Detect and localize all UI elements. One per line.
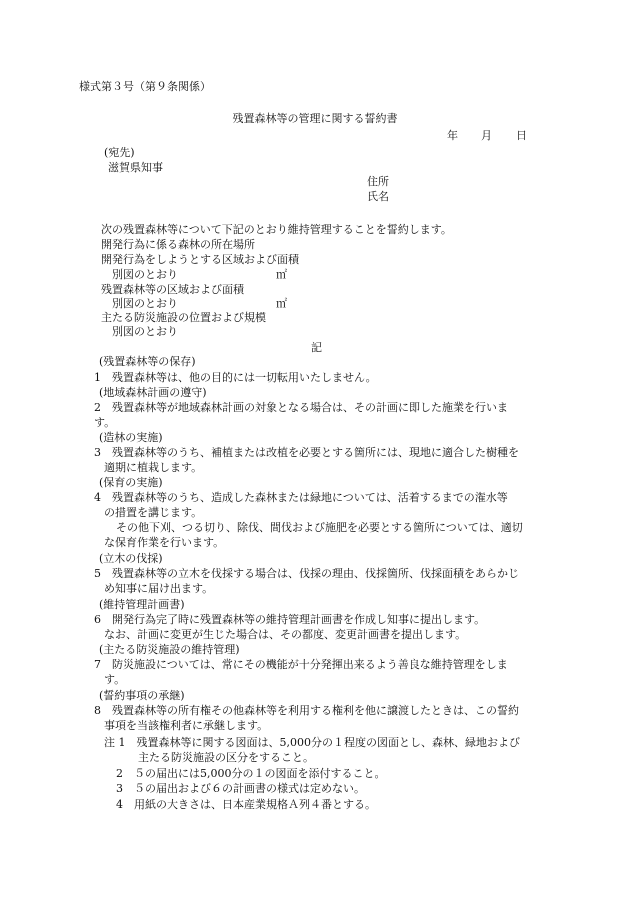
date-day: 日 [516,129,527,142]
note-4: 4 用紙の大きさは、日本産業規格Ａ列４番とする。 [116,798,376,811]
residual-area-value: 別図のとおり [112,297,178,310]
signer-address-label: 住所 [367,175,389,188]
section-4-heading: (保育の実施) [99,476,163,489]
facility-value: 別図のとおり [112,325,178,338]
section-4-text: 4 残置森林等のうち、造成した森林または緑地については、活着するまでの潅水等 [94,491,508,504]
date-year: 年 [447,129,458,142]
section-8-heading: (誓約事項の承継) [99,689,185,702]
note-3: 3 ５の届出および６の計画書の様式は定めない。 [116,782,365,795]
signer-name-label: 氏名 [367,190,389,203]
addressee-label: (宛先) [104,146,135,159]
section-6-text: 6 開発行為完了時に残置森林等の維持管理計画書を作成し知事に提出します。 [94,613,486,626]
location-label: 開発行為に係る森林の所在場所 [101,238,255,251]
facility-label: 主たる防災施設の位置および規模 [101,311,266,324]
addressee-name: 滋賀県知事 [108,161,163,174]
date-month: 月 [481,129,492,142]
section-3-heading: (造林の実施) [99,431,163,444]
note-2: 2 ５の届出には5,000分の１の図面を添付すること。 [116,767,386,780]
section-6-heading: (維持管理計画書) [99,598,185,611]
residual-area-unit: ㎡ [276,297,287,310]
section-5-text-cont: め知事に届け出ます。 [104,582,214,595]
dev-area-unit: ㎡ [276,268,287,281]
form-number: 様式第３号（第９条関係） [79,80,211,93]
note-1: 注 1 残置森林等に関する図面は、5,000分の１程度の図面とし、森林、緑地および [104,736,520,749]
section-8-text: 8 残置森林等の所有権その他森林等を利用する権利を他に譲渡したときは、この誓約 [94,704,519,717]
section-4-text-2: その他下刈、つる切り、除伐、間伐および施肥を必要とする箇所については、適切 [116,521,523,534]
section-1-text: 1 残置森林等は、他の目的には一切転用いたしません。 [94,371,377,384]
section-1-heading: (残置森林等の保存) [99,355,196,368]
section-7-heading: (主たる防災施設の維持管理) [99,643,240,656]
section-7-text: 7 防災施設については、常にその機能が十分発揮出来るよう善良な維持管理をしま [94,658,508,671]
section-8-text-cont: 事項を当該権利者に承継します。 [104,719,269,732]
section-3-text: 3 残置森林等のうち、補植または改植を必要とする箇所には、現地に適合した樹種を [94,446,519,459]
section-2-text: 2 残置森林等が地域森林計画の対象となる場合は、その計画に即した施業を行いま [94,401,508,414]
residual-area-label: 残置森林等の区域および面積 [101,283,244,296]
section-5-text: 5 残置森林等の立木を伐採する場合は、伐採の理由、伐採箇所、伐採面積をあらかじ [94,567,519,580]
section-7-text-cont: す。 [104,673,126,686]
intro-text: 次の残置森林等について下記のとおり維持管理することを誓約します。 [101,223,452,236]
dev-area-value: 別図のとおり [112,268,178,281]
dev-area-label: 開発行為をしようとする区域および面積 [101,253,299,266]
ki-heading: 記 [311,341,322,354]
section-4-text-cont: の措置を講じます。 [104,506,203,519]
document-title: 残置森林等の管理に関する誓約書 [232,112,398,125]
section-3-text-cont: 適期に植栽します。 [104,461,203,474]
section-5-heading: (立木の伐採) [99,552,163,565]
section-6-text-cont: なお、計画に変更が生じた場合は、その都度、変更計画書を提出します。 [104,628,467,641]
section-2-text-cont: す。 [94,416,116,429]
section-4-text-2-cont: な保育作業を行います。 [104,536,225,549]
section-2-heading: (地域森林計画の遵守) [99,386,207,399]
note-1-cont: 主たる防災施設の区分をすること。 [138,751,314,764]
